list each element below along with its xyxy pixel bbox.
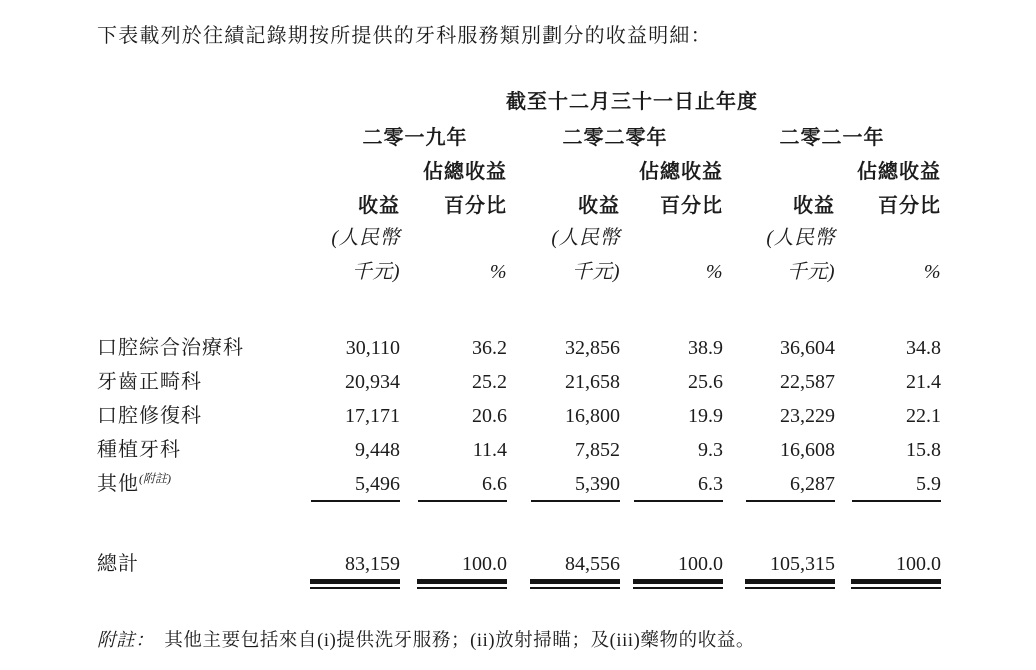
- revenue-value: 32,856: [565, 337, 620, 359]
- column-underline-row: [97, 496, 941, 510]
- percentage-column-header-2021: 百分比: [878, 195, 941, 217]
- revenue-column-header-2021: 收益: [793, 195, 835, 217]
- column-underline: [418, 500, 507, 502]
- total-percentage-value: 100.0: [678, 553, 723, 575]
- thousand-unit-label-2021: 千元): [786, 261, 835, 283]
- thousand-unit-label-2019: 千元): [351, 261, 400, 283]
- percentage-value: 34.8: [906, 337, 941, 359]
- currency-unit-label-2019: (人民幣: [331, 227, 400, 249]
- pct-of-revenue-header-2021: 佔總收益: [857, 161, 941, 183]
- column-underline: [634, 500, 723, 502]
- footnote-text: 其他主要包括來自(i)提供洗牙服務；(ii)放射掃瞄；及(iii)藥物的收益。: [164, 631, 756, 651]
- row-label: 口腔修復科: [97, 405, 202, 427]
- year-header-row: [97, 114, 941, 150]
- total-row: [97, 542, 941, 576]
- currency-unit-label-2021: (人民幣: [766, 227, 835, 249]
- percentage-value: 38.9: [688, 337, 723, 359]
- revenue-value: 7,852: [575, 439, 620, 461]
- percentage-value: 20.6: [472, 405, 507, 427]
- percentage-value: 19.9: [688, 405, 723, 427]
- table-caption: 下表載列於往績記錄期按所提供的牙科服務類別劃分的收益明細：: [97, 25, 712, 47]
- year-header-2019: 二零一九年: [362, 127, 468, 149]
- revenue-value: 36,604: [780, 337, 835, 359]
- percentage-value: 5.9: [916, 473, 941, 495]
- column-underline: [746, 500, 835, 502]
- percentage-column-header-2020: 百分比: [660, 195, 723, 217]
- total-percentage-value: 100.0: [896, 553, 941, 575]
- year-header-2020: 二零二零年: [562, 127, 668, 149]
- percentage-value: 15.8: [906, 439, 941, 461]
- row-label-others: [97, 462, 323, 496]
- percentage-value: 6.6: [482, 473, 507, 495]
- table-row: [97, 326, 941, 360]
- total-label: 總計: [97, 553, 139, 575]
- table-row: [97, 428, 941, 462]
- revenue-value: 16,800: [565, 405, 620, 427]
- currency-unit-row: [97, 218, 941, 250]
- percentage-value: 25.6: [688, 371, 723, 393]
- footnote-prefix: 附註：: [97, 631, 155, 651]
- spacer-row: [97, 284, 941, 326]
- revenue-value: 9,448: [355, 439, 400, 461]
- column-header-row: [97, 184, 941, 218]
- revenue-value: 17,171: [345, 405, 400, 427]
- percent-sign-label-2021: %: [923, 261, 941, 283]
- row-label: 其他: [97, 473, 139, 495]
- pct-of-revenue-header-2020: 佔總收益: [639, 161, 723, 183]
- column-underline: [531, 500, 620, 502]
- percentage-column-header-2019: 百分比: [444, 195, 507, 217]
- revenue-column-header-2020: 收益: [578, 195, 620, 217]
- revenue-column-header-2019: 收益: [358, 195, 400, 217]
- pct-of-revenue-header-row: [97, 150, 941, 184]
- thousand-unit-label-2020: 千元): [571, 261, 620, 283]
- spacer-row: [97, 510, 941, 542]
- percentage-value: 9.3: [698, 439, 723, 461]
- revenue-value: 30,110: [345, 337, 400, 359]
- total-double-underline: [530, 579, 620, 589]
- percent-sign-label-2019: %: [489, 261, 507, 283]
- revenue-value: 20,934: [345, 371, 400, 393]
- revenue-value: 16,608: [780, 439, 835, 461]
- total-double-underline: [851, 579, 941, 589]
- total-revenue-value: 84,556: [565, 553, 620, 575]
- revenue-value: 5,496: [355, 473, 400, 495]
- percentage-value: 22.1: [906, 405, 941, 427]
- pct-of-revenue-header-2019: 佔總收益: [423, 161, 507, 183]
- period-header-row: [97, 84, 941, 114]
- total-percentage-value: 100.0: [462, 553, 507, 575]
- revenue-value: 22,587: [780, 371, 835, 393]
- row-label: 口腔綜合治療科: [97, 337, 244, 359]
- total-double-underline: [310, 579, 400, 589]
- table-row: [97, 394, 941, 428]
- table-row: [97, 462, 941, 496]
- revenue-value: 23,229: [780, 405, 835, 427]
- year-header-2021: 二零二一年: [779, 127, 885, 149]
- percentage-value: 36.2: [472, 337, 507, 359]
- percentage-value: 21.4: [906, 371, 941, 393]
- column-underline: [852, 500, 941, 502]
- row-label: 牙齒正畸科: [97, 371, 202, 393]
- thousand-unit-row: [97, 250, 941, 284]
- period-header: 截至十二月三十一日止年度: [506, 91, 758, 113]
- total-revenue-value: 105,315: [770, 553, 835, 575]
- percentage-value: 11.4: [472, 439, 507, 461]
- footnote-superscript: (附註): [139, 471, 171, 486]
- percent-sign-label-2020: %: [705, 261, 723, 283]
- footnote: [97, 626, 755, 652]
- total-double-underline-row: [97, 576, 941, 592]
- total-double-underline: [633, 579, 723, 589]
- total-revenue-value: 83,159: [345, 553, 400, 575]
- currency-unit-label-2020: (人民幣: [551, 227, 620, 249]
- column-underline: [311, 500, 400, 502]
- total-double-underline: [417, 579, 507, 589]
- revenue-value: 5,390: [575, 473, 620, 495]
- percentage-value: 6.3: [698, 473, 723, 495]
- row-label: 種植牙科: [97, 439, 181, 461]
- revenue-breakdown-table: [97, 84, 941, 592]
- total-double-underline: [745, 579, 835, 589]
- table-row: [97, 360, 941, 394]
- revenue-value: 21,658: [565, 371, 620, 393]
- percentage-value: 25.2: [472, 371, 507, 393]
- revenue-value: 6,287: [790, 473, 835, 495]
